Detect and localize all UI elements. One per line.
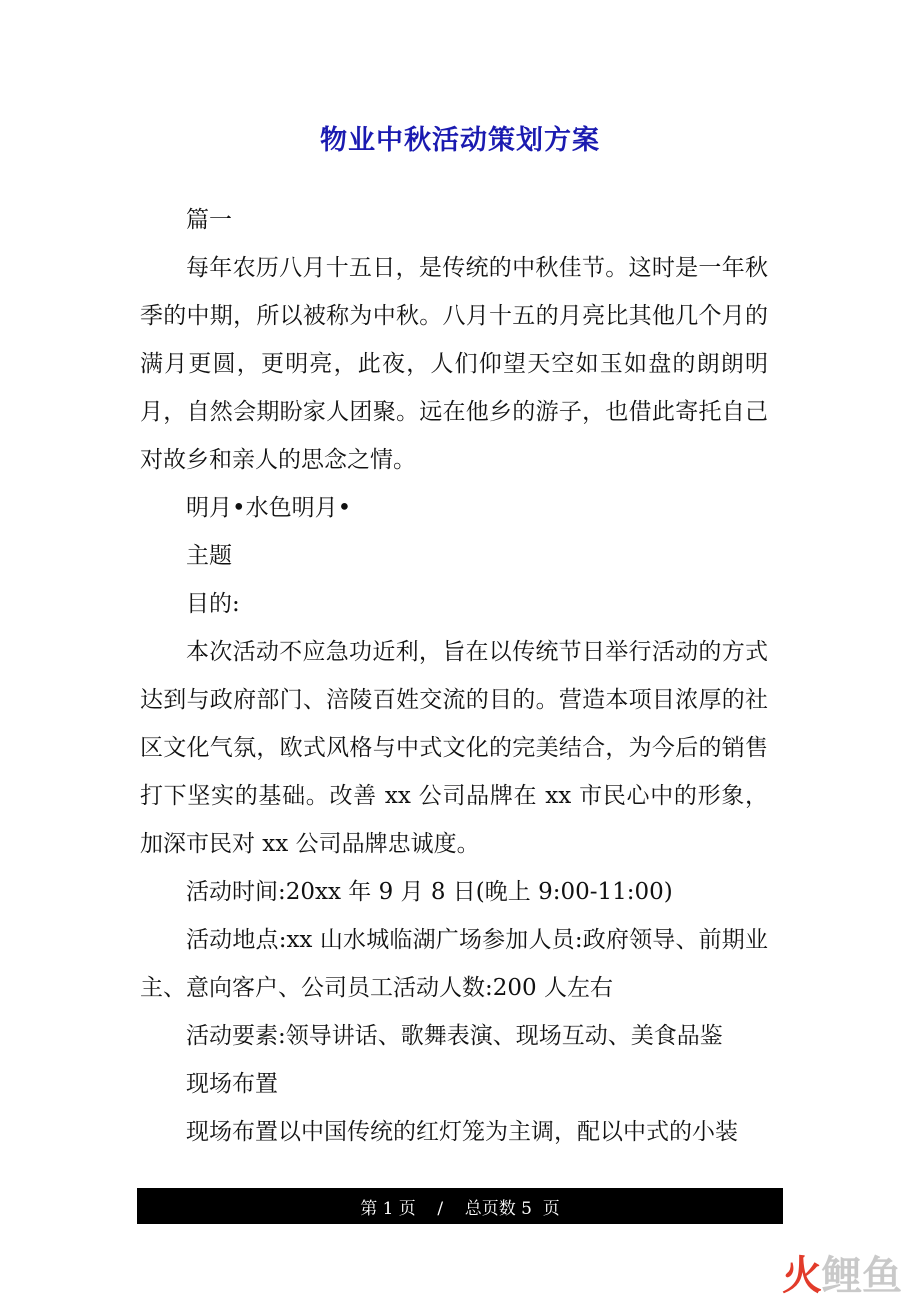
watermark-logo-part-carp: 鲤鱼 xyxy=(822,1253,902,1299)
paragraph-event-time: 活动时间:20xx 年 9 月 8 日(晚上 9:00-11:00) xyxy=(186,879,673,905)
paragraph-layout: 现场布置以中国传统的红灯笼为主调，配以中式的小装 xyxy=(186,1119,738,1145)
paragraph-event-elements: 活动要素:领导讲话、歌舞表演、现场互动、美食品鉴 xyxy=(186,1023,723,1049)
document-title: 物业中秋活动策划方案 xyxy=(320,125,600,156)
document-body xyxy=(140,196,768,1156)
paragraph-purpose-heading: 目的: xyxy=(186,591,240,617)
page-number-text: 第 1 页 / 总页数 5 页 xyxy=(360,1198,560,1219)
paragraph-theme-heading: 主题 xyxy=(186,543,232,569)
paragraph-layout-heading: 现场布置 xyxy=(186,1071,278,1097)
paragraph-event-location: 活动地点:xx 山水城临湖广场参加人员:政府领导、前期业主、意向客户、公司员工活动人数:200 人左右 xyxy=(140,927,768,1001)
paragraph-purpose: 本次活动不应急功近利，旨在以传统节日举行活动的方式达到与政府部门、涪陵百姓交流的目的。营造本项目浓厚的社区文化气氛，欧式风格与中式文化的完美结合，为今后的销售打下坚实的基础。改善 xx 公司品牌在 xx 市民心中的形象，加深市民对 xx 公司品牌忠诚度。 xyxy=(140,639,768,857)
paragraph-moon-theme: 明月•水色明月• xyxy=(186,495,352,521)
paragraph-section-label: 篇一 xyxy=(186,207,232,233)
watermark-logo-part-fire: 火 xyxy=(782,1253,822,1299)
watermark-logo xyxy=(782,1253,902,1299)
page-footer xyxy=(137,1188,783,1224)
paragraph-intro: 每年农历八月十五日，是传统的中秋佳节。这时是一年秋季的中期，所以被称为中秋。八月十五的月亮比其他几个月的满月更圆，更明亮，此夜，人们仰望天空如玉如盘的朗朗明月，自然会期盼家人团聚。远在他乡的游子，也借此寄托自己对故乡和亲人的思念之情。 xyxy=(140,255,768,473)
